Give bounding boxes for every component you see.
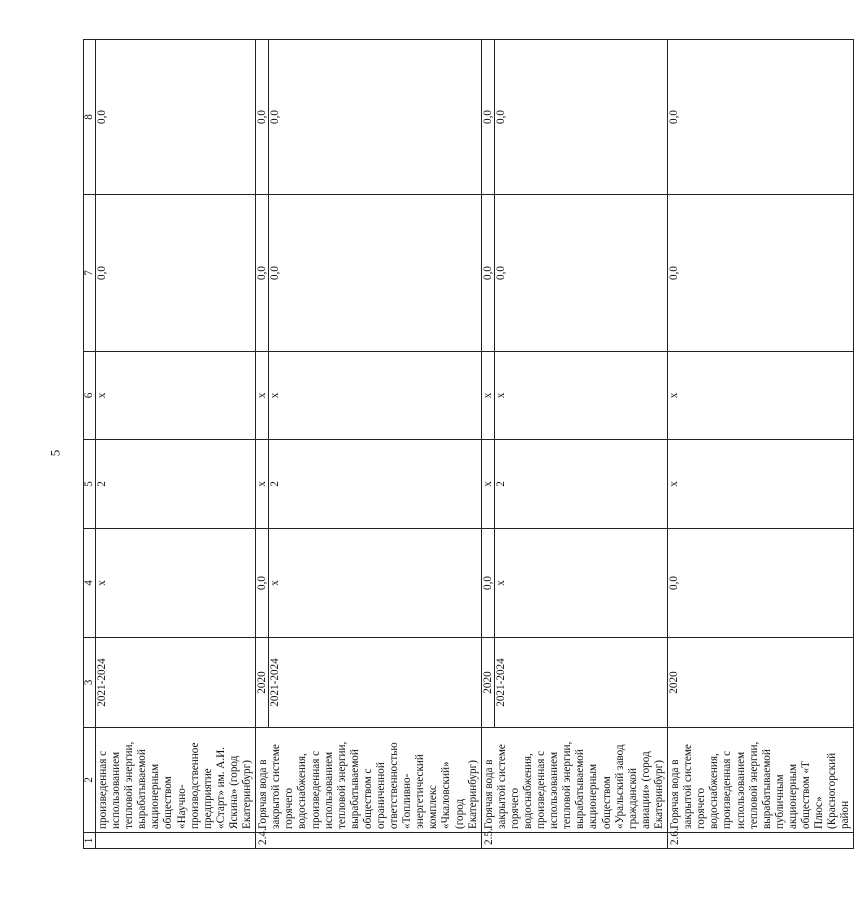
header-cell: 4 xyxy=(84,529,96,638)
cell-value: 0,0 xyxy=(96,110,108,124)
value-cell-c6 xyxy=(96,352,256,440)
header-cell: 3 xyxy=(84,638,96,728)
value-cell-c5 xyxy=(96,440,256,529)
row-description: Горячая вода в закрытой системе горячего водоснабжения, произведенная с использованием тепловой энергии, вырабатываемой акционерным обществом «Уральский завод гражданской авиации» (город Екатеринбург) xyxy=(481,728,667,833)
table-row xyxy=(481,40,667,849)
cell-value: 0,0 xyxy=(482,40,495,194)
value-cell-c3 xyxy=(481,638,667,728)
value-cell-c7 xyxy=(256,195,482,352)
cell-value: х xyxy=(256,352,269,439)
table-row xyxy=(256,40,482,849)
value-cell-c8 xyxy=(668,40,854,195)
value-cell-c6 xyxy=(256,352,482,440)
value-cell-c8 xyxy=(256,40,482,195)
cell-value: х xyxy=(494,392,507,399)
cell-value: 0,0 xyxy=(96,266,108,280)
cell-value: х xyxy=(256,440,269,528)
header-cell: 8 xyxy=(84,40,96,195)
value-cell-c4 xyxy=(668,529,854,638)
tariff-table xyxy=(83,39,854,849)
row-number xyxy=(96,833,256,849)
header-cell: 7 xyxy=(84,195,96,352)
cell-value: 2020 xyxy=(482,638,495,727)
value-cell-c8 xyxy=(96,40,256,195)
value-cell-c7 xyxy=(96,195,256,352)
value-cell-c4 xyxy=(96,529,256,638)
cell-value: 2021-2024 xyxy=(494,658,507,707)
cell-value: 0,0 xyxy=(269,266,282,280)
page-number: 5 xyxy=(47,449,63,457)
cell-value: х xyxy=(269,580,282,586)
row-description: Горячая вода в закрытой системе горячего водоснабжения, произведенная с использованием тепловой энергии, вырабатываемой обществом с ограниченной ответственностью «Топливно-энергетический комплекс «Чкаловский» (город Екатеринбург) xyxy=(256,728,482,833)
cell-value: х xyxy=(96,580,108,586)
value-cell-c5 xyxy=(481,440,667,529)
cell-value: 0,0 xyxy=(668,576,681,590)
value-cell-c4 xyxy=(481,529,667,638)
cell-value: 0,0 xyxy=(494,110,507,124)
header-cell: 5 xyxy=(84,440,96,529)
row-number: 2.5. xyxy=(481,833,667,849)
cell-value: х xyxy=(668,392,681,399)
value-cell-c5 xyxy=(256,440,482,529)
cell-value: 2 xyxy=(494,481,507,487)
value-cell-c3 xyxy=(668,638,854,728)
cell-value: х xyxy=(482,440,495,528)
cell-value: 0,0 xyxy=(668,266,681,280)
cell-value: 2020 xyxy=(256,638,269,727)
cell-value: 0,0 xyxy=(482,529,495,637)
table-row xyxy=(668,40,854,849)
cell-value: 2021-2024 xyxy=(96,658,108,707)
header-cell: 1 xyxy=(84,833,96,849)
row-description: произведенная с использованием тепловой энергии, вырабатываемой акционерным обществом «Научно-производственное предприятие «Старт» им. А.И. Яскина» (город Екатеринбург) xyxy=(96,728,256,833)
cell-value: 2020 xyxy=(668,671,681,694)
value-cell-c4 xyxy=(256,529,482,638)
row-number: 2.6. xyxy=(668,833,854,849)
row-number: 2.4. xyxy=(256,833,482,849)
value-cell-c8 xyxy=(481,40,667,195)
rotated-page xyxy=(83,40,852,849)
cell-value: 0,0 xyxy=(256,529,269,637)
cell-value: 2 xyxy=(269,481,282,487)
cell-value: 0,0 xyxy=(482,195,495,351)
cell-value: 2021-2024 xyxy=(269,658,282,707)
cell-value: 0,0 xyxy=(494,266,507,280)
cell-value: х xyxy=(668,481,681,487)
row-description: Горячая вода в закрытой системе горячего водоснабжения, произведенная с использованием тепловой энергии, вырабатываемой публичным акционерным обществом «Т Плюс» (Красногорский район xyxy=(668,728,854,833)
value-cell-c5 xyxy=(668,440,854,529)
cell-value: х xyxy=(96,392,108,399)
cell-value: 2 xyxy=(96,481,108,487)
header-row xyxy=(84,40,96,849)
cell-value: 0,0 xyxy=(269,110,282,124)
value-cell-c3 xyxy=(96,638,256,728)
cell-value: х xyxy=(482,352,495,439)
cell-value: 0,0 xyxy=(668,110,681,124)
value-cell-c3 xyxy=(256,638,482,728)
cell-value: х xyxy=(494,580,507,586)
header-cell: 6 xyxy=(84,352,96,440)
value-cell-c6 xyxy=(668,352,854,440)
value-cell-c7 xyxy=(481,195,667,352)
table-row xyxy=(96,40,256,849)
header-cell: 2 xyxy=(84,728,96,833)
cell-value: 0,0 xyxy=(256,195,269,351)
cell-value: 0,0 xyxy=(256,40,269,194)
value-cell-c6 xyxy=(481,352,667,440)
value-cell-c7 xyxy=(668,195,854,352)
cell-value: х xyxy=(269,392,282,399)
